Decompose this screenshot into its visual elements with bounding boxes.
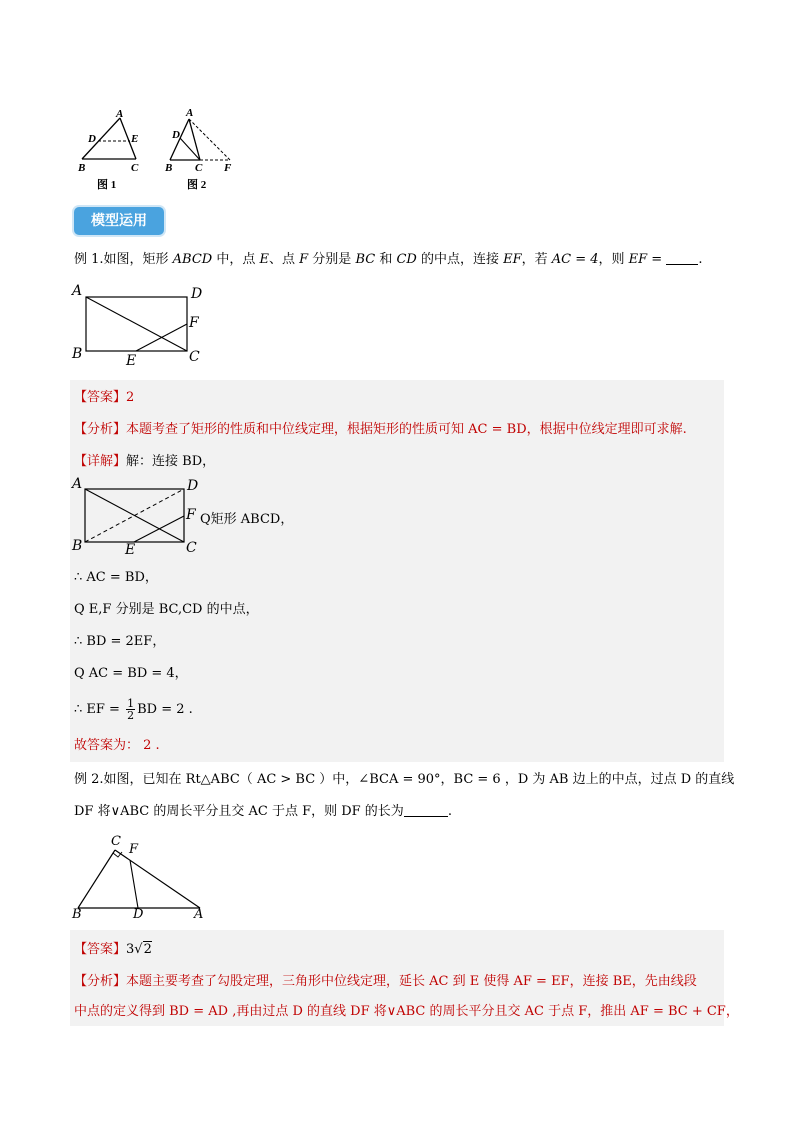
ex1-question: 例 1.如图，矩形 ABCD 中，点 E、点 F 分别是 BC 和 CD 的中点，连接 EF，若 AC = 4，则 EF = .	[74, 252, 703, 267]
ex1-label-a: A	[72, 283, 83, 299]
ex1-step-rect: Q矩形 ABCD，	[200, 512, 294, 527]
ex2-label-c: C	[111, 834, 121, 849]
ex1-step5: ∴ EF = $\frac{1}{2}$ BD = 2 .	[74, 697, 193, 722]
ex1-label-e: E	[126, 353, 137, 369]
ex1-step4: Q AC = BD = 4，	[74, 666, 188, 681]
ex1-label-f: F	[189, 315, 199, 331]
ex1-analysis: 【分析】本题考查了矩形的性质和中位线定理，根据矩形的性质可知 AC = BD，根据中位线定理即可求解.	[74, 422, 687, 437]
section-badge: 模型运用	[74, 207, 164, 235]
fig2-label-a: A	[186, 107, 194, 119]
ex1-step3: ∴ BD = 2EF，	[74, 634, 166, 649]
ex2-label-b: B	[72, 907, 82, 922]
ex2-question-line2: DF 将∨ABC 的周长平分且交 AC 于点 F，则 DF 的长为 .	[74, 804, 452, 819]
ex2-label-a: A	[194, 907, 204, 922]
ex1-detail-label-e: E	[125, 542, 136, 558]
ex1-label-c: C	[189, 349, 200, 365]
ex2-answer-blank	[404, 804, 448, 817]
fraction-one-half: $\frac{1}{2}$	[127, 697, 135, 722]
ex1-label-d: D	[191, 286, 203, 302]
fig2-label-d: D	[172, 129, 180, 141]
fig1-caption: 图 1	[97, 179, 117, 191]
ex2-label-d: D	[133, 907, 144, 922]
ex1-detail-label-f: F	[186, 507, 196, 523]
ex1-detail-label-c: C	[186, 540, 197, 556]
fig2-caption: 图 2	[187, 179, 207, 191]
sqrt-icon: √	[134, 942, 143, 957]
fig1-label-c: C	[131, 162, 139, 174]
ex2-answer: 【答案】3√2	[74, 942, 152, 957]
ex2-analysis-line1: 【分析】本题主要考查了勾股定理，三角形中位线定理，延长 AC 到 E 使得 AF = EF，连接 BE，先由线段	[74, 974, 697, 989]
ex1-detail-label-b: B	[72, 538, 83, 554]
ex1-detail-label-d: D	[187, 478, 199, 494]
ex1-detail: 【详解】解：连接 BD，	[74, 454, 216, 469]
ex1-label-b: B	[72, 346, 83, 362]
ex1-answer-blank	[666, 252, 698, 265]
fig2-label-b: B	[165, 162, 173, 174]
ex2-label-f: F	[129, 842, 139, 857]
ex1-conclusion: 故答案为： 2 .	[74, 738, 160, 753]
ex1-detail-label-a: A	[72, 476, 83, 492]
fig1-label-e: E	[131, 133, 139, 145]
fig2-label-c: C	[195, 162, 203, 174]
ex2-question-line1: 例 2.如图，已知在 Rt△ABC（ AC > BC ）中，∠BCA = 90°，BC = 6 ，D 为 AB 边上的中点，过点 D 的直线	[74, 772, 735, 787]
fig1-label-b: B	[78, 162, 86, 174]
ex2-analysis-line2: 中点的定义得到 BD = AD ,再由过点 D 的直线 DF 将∨ABC 的周长平分且交 AC 于点 F，推出 AF = BC + CF，	[74, 1004, 739, 1019]
fig1-label-d: D	[88, 133, 96, 145]
fig1-label-a: A	[116, 108, 124, 120]
ex1-step2: Q E,F 分别是 BC,CD 的中点，	[74, 602, 259, 617]
ex1-step1: ∴ AC = BD，	[74, 570, 158, 585]
fig2-label-f: F	[224, 162, 232, 174]
ex1-answer: 【答案】2	[74, 390, 135, 405]
